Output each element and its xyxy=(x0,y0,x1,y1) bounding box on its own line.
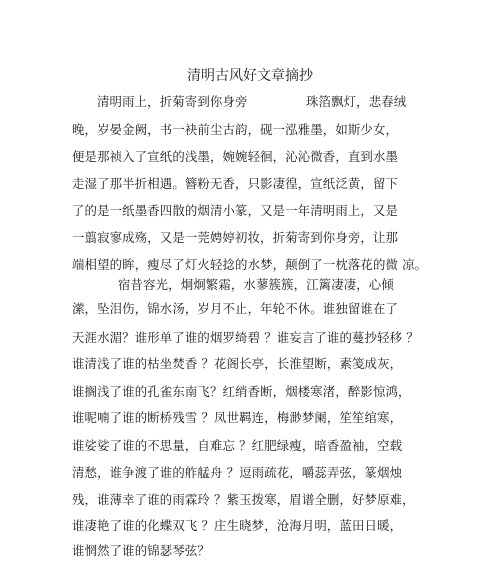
paragraph-line-7: 端相望的眸，瘦尽了灯火轻捻的水梦，颠倒了一枕落花的微 凉。 xyxy=(72,257,428,272)
paragraph-line-13: 谁呢喃了谁的断桥残雪 ？凤世羁连，梅渺梦阑，笙笙绾寒， xyxy=(72,410,403,425)
paragraph-line-5: 了的是一纸墨香四散的烟清小篆，又是一年清明雨上，又是 xyxy=(72,203,399,218)
paragraph-line-1: 清明雨上，折菊寄到你身旁 xyxy=(97,94,248,109)
paragraph-line-17: 谁凄艳了谁的化蝶双飞 ？庄生晓梦，沧海月明，蓝田日暖， xyxy=(72,518,403,533)
paragraph-line-8: 宿昔容光，炯炯繁霜，水蓼簇簇，江篱凄凄，心倾 xyxy=(118,277,394,292)
paragraph-line-16: 残，谁薄幸了谁的雨霖玲 ？紫玉拨寒，眉谱全删，好梦原难， xyxy=(72,492,415,507)
paragraph-line-9: 潆，坠泪伤，锦水汤，岁月不止，年轮不休。谁独留谁在了 xyxy=(72,301,399,316)
paragraph-line-3: 便是那祯入了宣纸的浅墨，婉婉轻徊，沁沁微香，直到水墨 xyxy=(72,149,399,164)
paragraph-line-15: 清愁，谁争渡了谁的舴艋舟 ？逗雨疏花，嚼蕊弄弦，篆烟烛 xyxy=(72,465,403,480)
paragraph-line-2: 晚，岁晏金阙，书一袂前尘古韵，砚一泓雅墨，如斯少女， xyxy=(72,122,399,137)
paragraph-line-6: 一翦寂寥成殇，又是一莞娉婷初妆，折菊寄到你身旁，让那 xyxy=(72,230,399,245)
paragraph-line-1-right: 珠箔飘灯，悲春绒 xyxy=(306,94,407,109)
paragraph-line-12: 谁搁浅了谁的孔雀东南飞？红绡香断，烟楼寒渚，醉影惊鸿， xyxy=(72,384,411,399)
paragraph-line-4: 走湿了那半折相遇。簪粉无香，只影凄徨，宣纸泛黄，留下 xyxy=(72,176,399,191)
paragraph-line-18: 谁惘然了谁的锦瑟琴弦？ xyxy=(72,543,210,558)
paragraph-line-14: 谁娑娑了谁的不思量，自难忘 ？红肥绿瘦，暗香盈袖，空载 xyxy=(72,438,403,453)
paragraph-line-11: 谁清浅了谁的枯坐焚香 ？花阁长亭，长淮望断，素笺成灰， xyxy=(72,356,403,371)
document-title: 清明古风好文章摘抄 xyxy=(187,68,313,84)
paragraph-line-10: 天涯水湄？谁形单了谁的烟罗绮碧 ？谁妄言了谁的蔓抄轻移 ？ xyxy=(72,330,419,345)
